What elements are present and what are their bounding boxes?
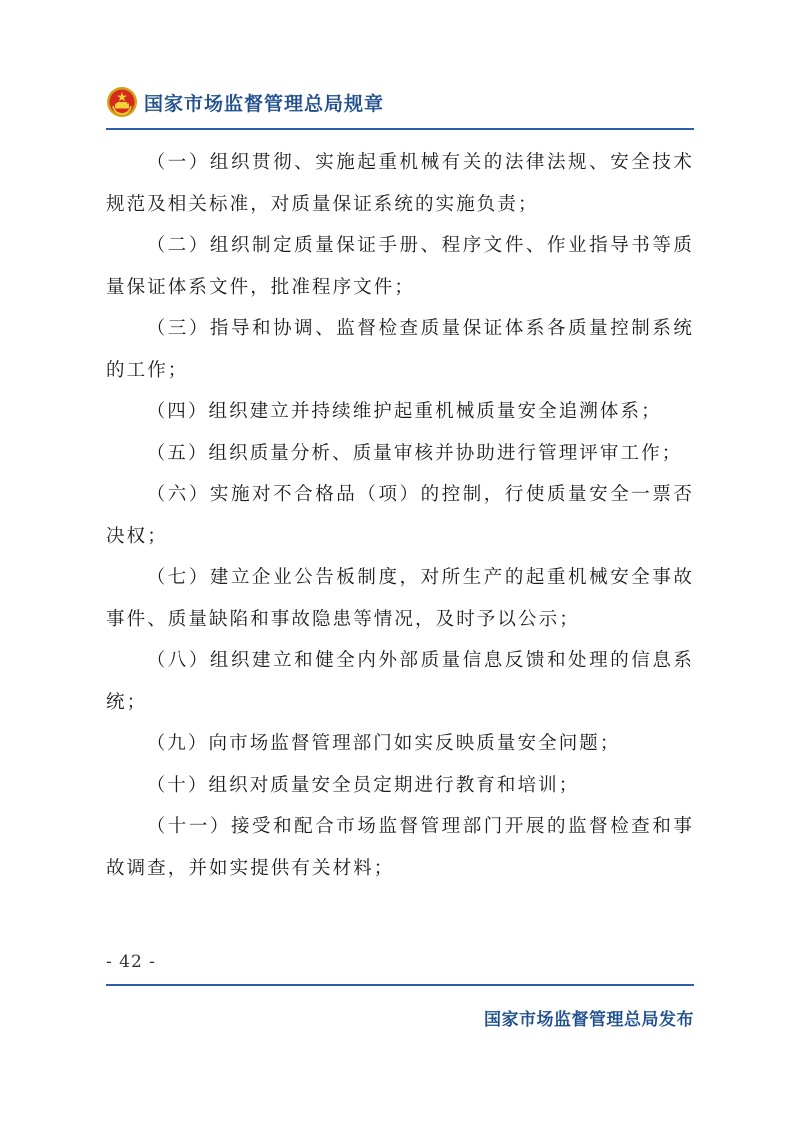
footer-publisher: 国家市场监督管理总局发布 — [484, 1010, 694, 1030]
page-number: - 42 - — [106, 952, 156, 972]
document-header — [106, 84, 384, 120]
paragraph-10: （十）组织对质量安全员定期进行教育和培训； — [146, 774, 580, 796]
paragraph-11: （十一）接受和配合市场监督管理部门开展的监督检查和事故调查，并如实提供有关材料； — [106, 816, 694, 879]
national-emblem-icon — [106, 86, 138, 118]
paragraph-7: （七）建立企业公告板制度，对所生产的起重机械安全事故事件、质量缺陷和事故隐患等情况，及时予以公示； — [106, 567, 694, 630]
footer-divider — [106, 984, 694, 986]
paragraph-5: （五）组织质量分析、质量审核并协助进行管理评审工作； — [146, 442, 683, 464]
paragraph-1: （一）组织贯彻、实施起重机械有关的法律法规、安全技术规范及相关标准，对质量保证系统的实施负责； — [106, 152, 694, 215]
paragraph-2: （二）组织制定质量保证手册、程序文件、作业指导书等质量保证体系文件，批准程序文件； — [106, 235, 694, 298]
header-title: 国家市场监督管理总局规章 — [144, 92, 385, 115]
paragraph-6: （六）实施对不合格品（项）的控制，行使质量安全一票否决权； — [106, 484, 694, 547]
paragraph-8: （八）组织建立和健全内外部质量信息反馈和处理的信息系统； — [106, 650, 694, 713]
document-body — [106, 142, 694, 889]
paragraph-3: （三）指导和协调、监督检查质量保证体系各质量控制系统的工作； — [106, 318, 694, 381]
header-divider — [106, 128, 694, 130]
paragraph-4: （四）组织建立并持续维护起重机械质量安全追溯体系； — [146, 401, 662, 422]
paragraph-9: （九）向市场监督管理部门如实反映质量安全问题； — [146, 733, 621, 754]
